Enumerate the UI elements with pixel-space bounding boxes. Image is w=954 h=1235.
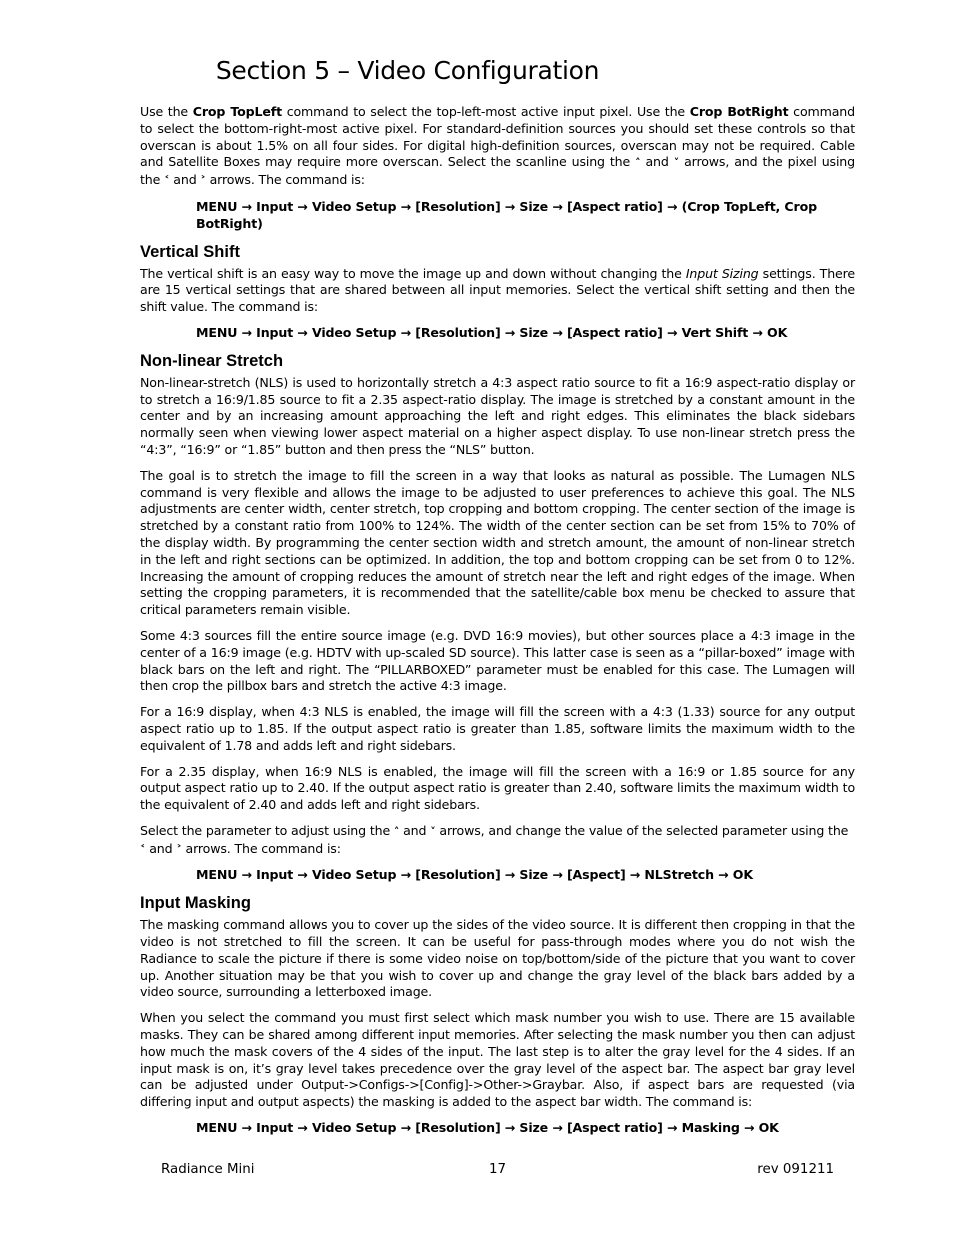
up-arrow-icon: ˄ [393, 824, 400, 838]
masking-heading: Input Masking [140, 894, 251, 913]
up-arrow-icon: ˄ [635, 156, 641, 170]
vertical-shift-command: MENU → Input → Video Setup → [Resolution] → Size → [Aspect ratio] → Vert Shift → OK [196, 324, 788, 340]
nls-heading: Non-linear Stretch [140, 351, 284, 370]
footer-product-name: Radiance Mini [161, 1162, 255, 1177]
nls-paragraph-6: Select the parameter to adjust using the ˄ and ˅ arrows, and change the value of the selected parameter using the ˂ and ˃ arrows. The command is: [140, 823, 855, 859]
masking-paragraph-1: The masking command allows you to cover up the sides of the video source. It is different then cropping in that the video is not stretched to fill the screen. It can be useful for pass-through modes where you do not wish the Radiance to scale the picture if there is some video noise on top/bottom/side of the picture that you want to cover up. Another situation may be that you wish to cover up and change the gray level of the black bars added by a video source, surrounding a letterboxed image. [140, 917, 855, 1000]
down-arrow-icon: ˅ [673, 156, 680, 170]
left-arrow-icon: ˂ [164, 174, 170, 188]
down-arrow-icon: ˅ [430, 824, 436, 838]
footer-revision: rev 091211 [757, 1162, 834, 1177]
crop-command: MENU → Input → Video Setup → [Resolution] → Size → [Aspect ratio] → (Crop TopLeft, Crop BotRight) [196, 198, 817, 231]
nls-paragraph-2: The goal is to stretch the image to fill the screen in a way that looks as natural as possible. The Lumagen NLS command is very flexible and allows the image to be adjusted to user preferences to achieve this goal. The NLS adjustments are center width, center stretch, top cropping and bottom cropping. The center section of the image is stretched by a constant ratio from 100% to 124%. The width of the center section can be set from 15% to 70% of the display width. By programming the center section width and stretch amount, the amount of non-linear stretch in the left and right sections can be optimized. In addition, the top and bottom cropping can be set from 0 to 12%. Increasing the amount of cropping reduces the amount of stretch near the left and right edges of the image. When setting the cropping parameters, it is recommended that the satellite/cable box menu be checked to assure that critical parameters remain visible. [140, 467, 855, 618]
crop-intro-paragraph: Use the Crop TopLeft command to select the top-left-most active input pixel. Use the Crop BotRight command to select the bottom-right-most active pixel. For standard-definition sources you should set these controls so that overscan is about 1.5% on all four sides. For digital high-definition sources, overscan may not be required. Cable and Satellite Boxes may require more overscan. Select the scanline using the ˄ and ˅ arrows, and the pixel using the ˂ and ˃ arrows. The command is: [140, 104, 855, 190]
masking-command: MENU → Input → Video Setup → [Resolution] → Size → [Aspect ratio] → Masking → OK [196, 1120, 779, 1136]
right-arrow-icon: ˃ [176, 842, 182, 856]
nls-paragraph-1: Non-linear-stretch (NLS) is used to horizontally stretch a 4:3 aspect ratio source to fit a 16:9 aspect-ratio display or to stretch a 16:9/1.85 source to fit a 2.35 aspect-ratio display. The image is stretched by a constant amount in the center and by an increasing amount approaching the left and right edges. This eliminates the black sidebars normally seen when viewing lower aspect material on a higher aspect display. To use non-linear stretch press the “4:3”, “16:9” or “1.85” button and then press the “NLS” button. [140, 374, 855, 457]
page-title: Section 5 – Video Configuration [215, 56, 600, 85]
masking-paragraph-2: When you select the command you must first select which mask number you wish to use. There are 15 available masks. They can be shared among different input memories. After selecting the mask number you then can adjust how much the mask covers of the 4 sides of the input. The last step is to alter the gray level for the 4 sides. If an input mask is on, it’s gray level takes precedence over the gray level of the aspect bar. The aspect bar gray level can be adjusted under Output->Configs->[Config]->Other->Graybar. Also, if aspect bars are requested (via differing input and output aspects) the masking is added to the aspect bar width. The command is: [140, 1010, 855, 1110]
nls-command: MENU → Input → Video Setup → [Resolution] → Size → [Aspect] → NLStretch → OK [196, 867, 753, 883]
nls-paragraph-4: For a 16:9 display, when 4:3 NLS is enabled, the image will fill the screen with a 4:3 (1.33) source for any output aspect ratio up to 1.85. If the output aspect ratio is greater than 1.85, software limits the maximum width to the equivalent of 1.78 and adds left and right sidebars. [140, 704, 855, 753]
left-arrow-icon: ˂ [140, 842, 146, 856]
vertical-shift-paragraph: The vertical shift is an easy way to move the image up and down without changing the Input Sizing settings. There are 15 vertical settings that are shared between all input memories. Select the vertical shift setting and then the shift value. The command is: [140, 265, 855, 315]
vertical-shift-heading: Vertical Shift [140, 242, 240, 261]
nls-paragraph-5: For a 2.35 display, when 16:9 NLS is enabled, the image will fill the screen with a 16:9 or 1.85 source for any output aspect ratio up to 2.40. If the output aspect ratio is greater than 2.40, software limits the maximum width to the equivalent of 2.40 and adds left and right sidebars. [140, 763, 855, 813]
page-number: 17 [488, 1162, 507, 1177]
right-arrow-icon: ˃ [200, 174, 206, 188]
nls-paragraph-3: Some 4:3 sources fill the entire source image (e.g. DVD 16:9 movies), but other sources place a 4:3 image in the center of a 16:9 image (e.g. HDTV with up-scaled SD source). This latter case is seen as a “pillar-boxed” image with black bars on the left and right. The “PILLARBOXED” parameter must be enabled for this case. The Lumagen will then crop the pillbox bars and stretch the active 4:3 image. [140, 627, 855, 694]
